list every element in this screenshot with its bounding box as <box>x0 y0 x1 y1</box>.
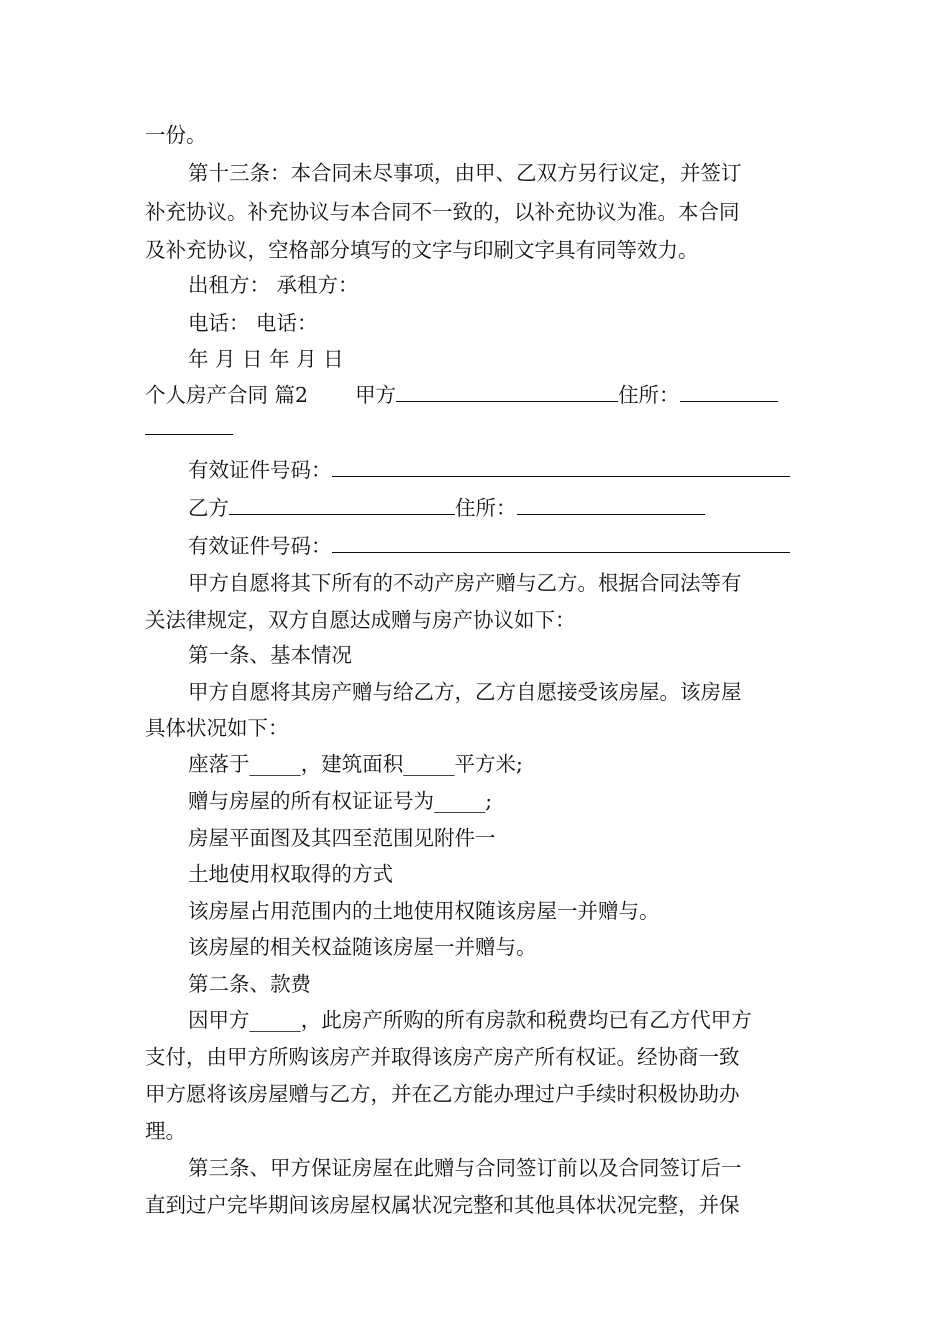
party-a-row <box>145 380 810 410</box>
text-line: 及补充协议，空格部分填写的文字与印刷文字具有同等效力。 <box>145 238 699 262</box>
party-b-label: 乙方 <box>188 496 229 520</box>
section-heading: 个人房产合同 篇2 <box>145 383 309 407</box>
address-label: 住所： <box>455 496 517 520</box>
party-b-row <box>188 493 810 523</box>
text-line: 具体状况如下： <box>145 716 289 740</box>
text-line: 房屋平面图及其四至范围见附件一 <box>188 826 496 850</box>
text-line: 补充协议。补充协议与本合同不一致的，以补充协议为准。本合同 <box>145 200 740 224</box>
id-number-blank <box>332 532 790 553</box>
text-line: 直到过户完毕期间该房屋权属状况完整和其他具体状况完整，并保 <box>145 1193 740 1217</box>
text-line: 甲方愿将该房屋赠与乙方，并在乙方能办理过户手续时积极协助办 <box>145 1082 740 1106</box>
signature-parties-line: 出租方： 承租方： <box>188 273 359 297</box>
text-line: 一份。 <box>145 123 207 147</box>
address-label: 住所： <box>618 383 680 407</box>
text-line: 支付，由甲方所购该房产并取得该房产房产所有权证。经协商一致 <box>145 1045 740 1069</box>
clause-heading: 第二条、款费 <box>188 972 311 996</box>
text-line: 该房屋的相关权益随该房屋一并赠与。 <box>188 935 537 959</box>
text-line: 甲方自愿将其房产赠与给乙方，乙方自愿接受该房屋。该房屋 <box>188 680 742 704</box>
text-line: 甲方自愿将其下所有的不动产房产赠与乙方。根据合同法等有 <box>188 571 742 595</box>
party-a-label: 甲方 <box>355 383 397 407</box>
text-line: 理。 <box>145 1119 186 1143</box>
phone-line: 电话： 电话： <box>188 311 318 335</box>
id-number-blank <box>332 456 790 477</box>
id-number-label: 有效证件号码： <box>188 458 332 482</box>
party-b-blank <box>229 494 455 515</box>
clause-heading: 第一条、基本情况 <box>188 643 352 667</box>
text-line: 该房屋占用范围内的土地使用权随该房屋一并赠与。 <box>188 899 660 923</box>
text-line: 关法律规定，双方自愿达成赠与房产协议如下： <box>145 608 576 632</box>
party-a-blank <box>396 381 618 402</box>
text-line: 座落于_____，建筑面积_____平方米; <box>188 752 523 776</box>
text-line: 赠与房屋的所有权证证号为_____; <box>188 789 493 813</box>
address-blank <box>680 381 778 402</box>
date-line: 年 月 日 年 月 日 <box>188 347 344 371</box>
address-blank <box>517 494 705 515</box>
text-line: 因甲方_____，此房产所购的所有房款和税费均已有乙方代甲方 <box>188 1008 752 1032</box>
address-blank-continued <box>145 413 810 443</box>
id-number-label: 有效证件号码： <box>188 534 332 558</box>
clause-13-line: 第十三条：本合同未尽事项，由甲、乙双方另行议定，并签订 <box>188 161 742 185</box>
text-line: 第三条、甲方保证房屋在此赠与合同签订前以及合同签订后一 <box>188 1156 742 1180</box>
party-b-id-row <box>188 531 810 561</box>
address-blank <box>145 414 233 435</box>
text-line: 土地使用权取得的方式 <box>188 862 393 886</box>
party-a-id-row <box>188 455 810 485</box>
